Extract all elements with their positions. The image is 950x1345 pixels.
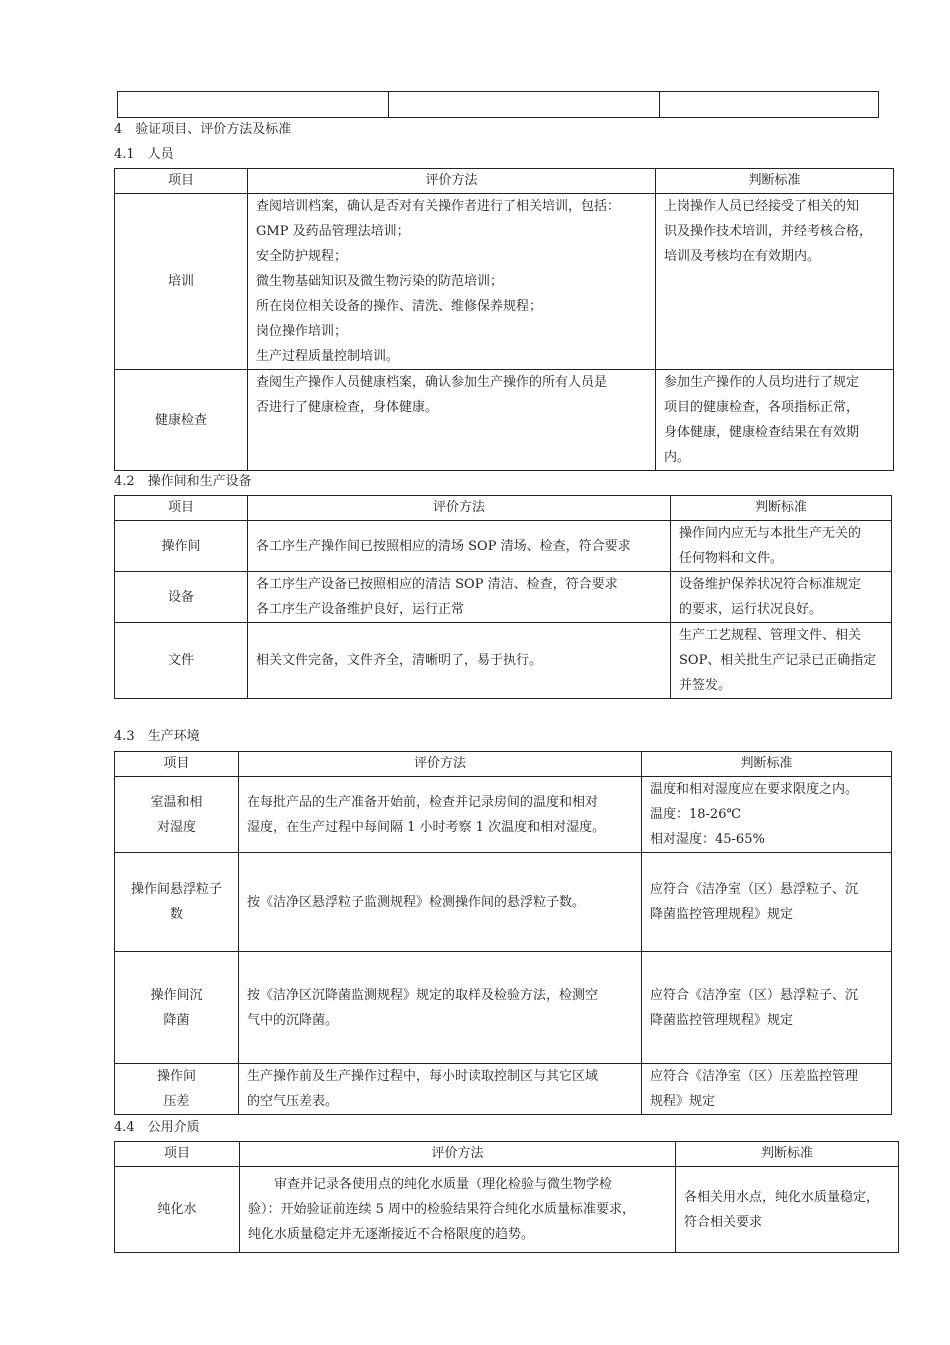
text-line: 相对湿度：45-65%: [650, 832, 765, 847]
section-4-heading: 4 验证项目、评价方法及标准: [114, 122, 292, 137]
criteria-cell: [676, 1167, 899, 1253]
text-line: 应符合《洁净室（区）压差监控管理: [650, 1069, 859, 1084]
section-4-3-heading: 4.3 生产环境: [114, 729, 200, 744]
text-line: 任何物料和文件。: [679, 551, 784, 566]
header-criteria: 判断标准: [656, 169, 894, 194]
method-cell: [248, 572, 671, 623]
item-cell: [115, 1064, 239, 1115]
text-line: 内。: [664, 450, 691, 465]
header-method: 评价方法: [248, 496, 671, 521]
text-line: 数: [169, 907, 183, 922]
table-row: [115, 194, 894, 370]
item-cell: 培训: [115, 194, 248, 370]
text-line: 验）：开始验证前连续 5 周中的检验结果符合纯化水质量标准要求，: [248, 1202, 636, 1217]
header-criteria: 判断标准: [642, 752, 892, 777]
section-4-4-heading: 4.4 公用介质: [114, 1120, 200, 1135]
text-line: 审查并记录各使用点的纯化水质量（理化检验与微生物学检: [248, 1177, 613, 1192]
criteria-cell: [671, 623, 892, 699]
table-row: [115, 521, 892, 572]
text-line: 纯化水质量稳定并无逐渐接近不合格限度的趋势。: [248, 1227, 535, 1242]
text-line: 在每批产品的生产准备开始前，检查并记录房间的温度和相对: [247, 794, 599, 810]
text-line: 微生物基础知识及微生物污染的防范培训；: [256, 274, 504, 289]
text-line: 相关文件完备，文件齐全，清晰明了，易于执行。: [256, 653, 543, 668]
text-line: 按《洁净区悬浮粒子监测规程》检测操作间的悬浮粒子数。: [247, 894, 586, 910]
text-line: 查阅生产操作人员健康档案，确认参加生产操作的所有人员是: [256, 375, 608, 390]
text-line: 并签发。: [679, 678, 732, 693]
item-cell: 设备: [115, 572, 248, 623]
text-line: 对湿度: [156, 819, 196, 835]
text-line: 降菌: [163, 1012, 190, 1028]
header-item: 项目: [115, 169, 248, 194]
item-cell: 健康检查: [115, 370, 248, 471]
empty-cell: [660, 92, 879, 118]
text-line: 身体健康，健康检查结果在有效期: [664, 425, 860, 440]
text-line: 应符合《洁净室（区）悬浮粒子、沉: [650, 987, 859, 1003]
text-line: 规程》规定: [650, 1094, 716, 1109]
text-line: 气中的沉降菌。: [247, 1012, 339, 1028]
text-line: 降菌监控管理规程》规定: [650, 1012, 794, 1028]
text-line: 各相关用水点，纯化水质量稳定，: [684, 1189, 880, 1205]
text-line: 的空气压差表。: [247, 1094, 339, 1109]
criteria-cell: [671, 521, 892, 572]
table-row: [115, 623, 892, 699]
method-cell: [248, 194, 656, 370]
header-item: 项目: [115, 1142, 240, 1167]
text-line: 各工序生产设备已按照相应的清洁 SOP 清洁、检查，符合要求: [256, 577, 618, 592]
environment-table: [114, 751, 892, 1115]
method-cell: [248, 623, 671, 699]
text-line: 识及操作技术培训，并经考核合格，: [664, 224, 873, 239]
criteria-cell: [642, 1064, 892, 1115]
empty-cell: [118, 92, 389, 118]
text-line: 上岗操作人员已经接受了相关的知: [664, 199, 860, 214]
text-line: 岗位操作培训；: [256, 324, 348, 339]
header-criteria: 判断标准: [671, 496, 892, 521]
header-method: 评价方法: [239, 752, 642, 777]
rooms-table: [114, 495, 892, 699]
section-4-2-heading: 4.2 操作间和生产设备: [114, 474, 252, 489]
criteria-cell: [671, 572, 892, 623]
text-line: 操作间沉: [150, 987, 203, 1003]
table-header-row: [115, 496, 892, 521]
utilities-table: [114, 1141, 899, 1253]
item-cell: 文件: [115, 623, 248, 699]
item-cell: [115, 777, 239, 853]
text-line: 操作间: [156, 1069, 196, 1084]
text-line: GMP 及药品管理法培训；: [256, 224, 410, 239]
text-line: 安全防护规程；: [256, 249, 348, 264]
header-method: 评价方法: [248, 169, 656, 194]
text-line: 培训及考核均在有效期内。: [664, 249, 821, 264]
text-line: 设备维护保养状况符合标准规定: [679, 577, 862, 592]
criteria-cell: [642, 853, 892, 952]
text-line: 各工序生产设备维护良好，运行正常: [256, 602, 465, 617]
header-criteria: 判断标准: [676, 1142, 899, 1167]
criteria-cell: [656, 194, 894, 370]
criteria-cell: [642, 952, 892, 1064]
table-row: [115, 952, 892, 1064]
method-cell: [240, 1167, 676, 1253]
text-line: 室温和相: [150, 794, 203, 810]
text-line: 按《洁净区沉降菌监测规程》规定的取样及检验方法，检测空: [247, 987, 599, 1003]
method-cell: [239, 1064, 642, 1115]
text-line: 项目的健康检查，各项指标正常，: [664, 400, 860, 415]
header-method: 评价方法: [240, 1142, 676, 1167]
empty-cell: [389, 92, 660, 118]
top-empty-table: [117, 91, 879, 118]
table-header-row: [115, 1142, 899, 1167]
table-row: [115, 1167, 899, 1253]
table-row: [115, 1064, 892, 1115]
text-line: SOP、相关批生产记录已正确指定: [679, 653, 877, 668]
item-cell: [115, 853, 239, 952]
criteria-cell: [656, 370, 894, 471]
text-line: 查阅培训档案，确认是否对有关操作者进行了相关培训，包括：: [256, 199, 621, 214]
text-line: 操作间悬浮粒子: [130, 882, 222, 897]
table-row: [115, 777, 892, 853]
table-header-row: [115, 169, 894, 194]
table-header-row: [115, 752, 892, 777]
item-cell: 纯化水: [115, 1167, 240, 1253]
personnel-table: [114, 168, 894, 471]
text-line: 参加生产操作的人员均进行了规定: [664, 375, 860, 390]
method-cell: [248, 521, 671, 572]
text-line: 否进行了健康检查，身体健康。: [256, 400, 439, 415]
text-line: 的要求，运行状况良好。: [679, 602, 823, 617]
table-row: [115, 572, 892, 623]
table-row: [115, 370, 894, 471]
table-row: [115, 853, 892, 952]
method-cell: [239, 777, 642, 853]
header-item: 项目: [115, 752, 239, 777]
text-line: 生产操作前及生产操作过程中，每小时读取控制区与其它区域: [247, 1069, 599, 1084]
item-cell: [115, 952, 239, 1064]
text-line: 应符合《洁净室（区）悬浮粒子、沉: [650, 882, 859, 897]
method-cell: [239, 952, 642, 1064]
text-line: 湿度，在生产过程中每间隔 1 小时考察 1 次温度和相对湿度。: [247, 819, 606, 835]
text-line: 各工序生产操作间已按照相应的清场 SOP 清场、检查，符合要求: [256, 538, 631, 554]
text-line: 生产过程质量控制培训。: [256, 349, 400, 364]
text-line: 符合相关要求: [684, 1214, 763, 1230]
method-cell: [239, 853, 642, 952]
text-line: 温度：18-26℃: [650, 807, 742, 822]
text-line: 操作间内应无与本批生产无关的: [679, 526, 862, 541]
text-line: 降菌监控管理规程》规定: [650, 907, 794, 922]
text-line: 温度和相对湿度应在要求限度之内。: [650, 782, 859, 797]
header-item: 项目: [115, 496, 248, 521]
criteria-cell: [642, 777, 892, 853]
method-cell: [248, 370, 656, 471]
item-cell: 操作间: [115, 521, 248, 572]
text-line: 所在岗位相关设备的操作、清洗、维修保养规程；: [256, 299, 543, 314]
text-line: 压差: [163, 1094, 190, 1109]
section-4-1-heading: 4.1 人员: [114, 147, 174, 162]
text-line: 生产工艺规程、管理文件、相关: [679, 628, 862, 643]
